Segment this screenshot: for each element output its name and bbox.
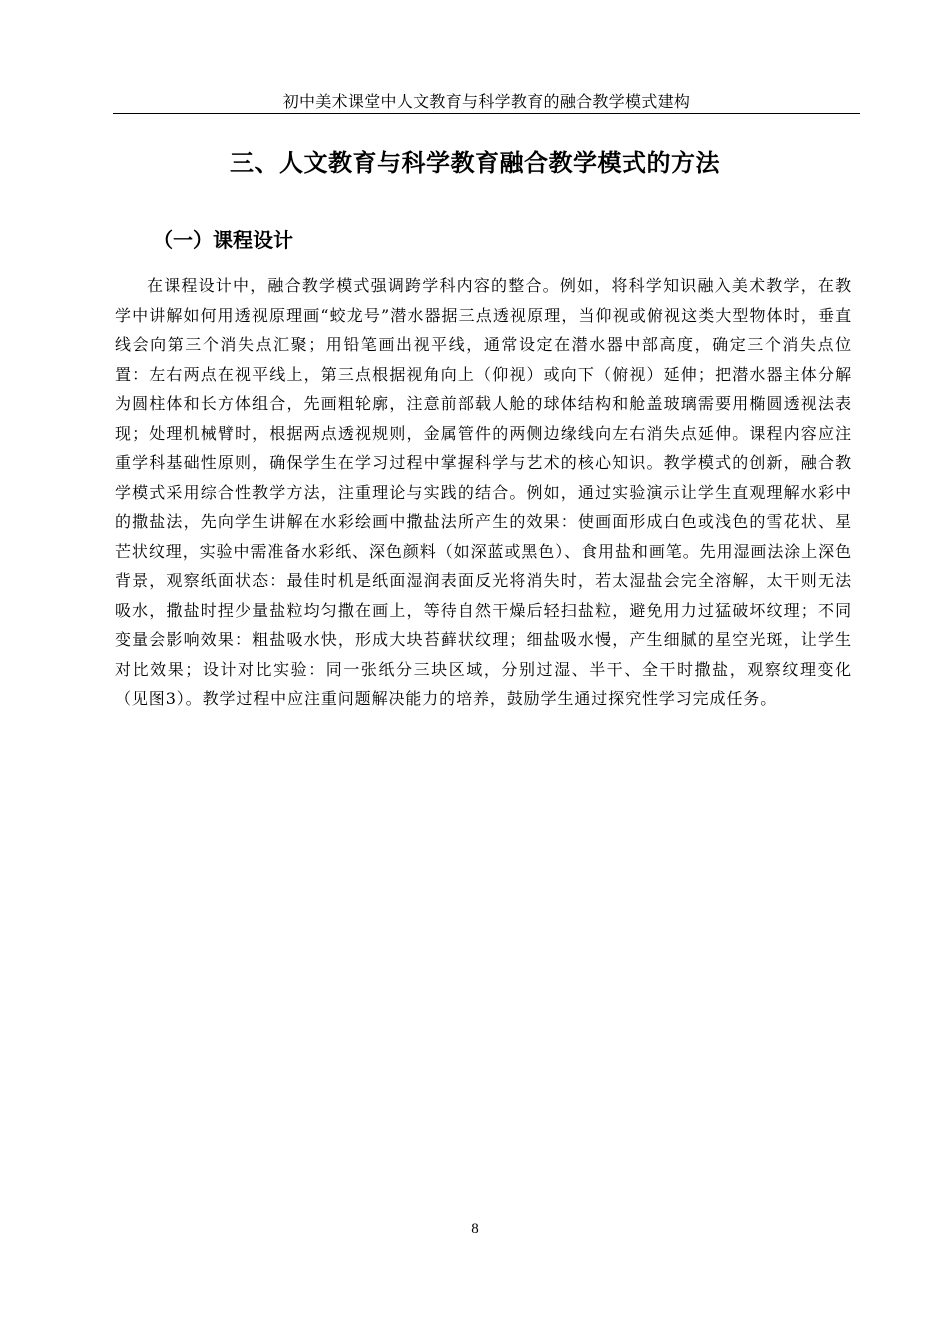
page-number: 8 bbox=[471, 1221, 479, 1237]
body-paragraph: 在课程设计中，融合教学模式强调跨学科内容的整合。例如，将科学知识融入美术教学，在教学中讲解如何用透视原理画“蛟龙号”潜水器据三点透视原理，当仰视或俯视这类大型物体时，垂直线会向第三个消失点汇聚；用铅笔画出视平线，通常设定在潜水器中部高度，确定三个消失点位置：左右两点在视平线上，第三点根据视角向上（仰视）或向下（俯视）延伸；把潜水器主体分解为圆柱体和长方体组合，先画粗轮廓，注意前部载人舱的球体结构和舱盖玻璃需要用椭圆透视法表现；处理机械臂时，根据两点透视规则，金属管件的两侧边缘线向左右消失点延伸。课程内容应注重学科基础性原则，确保学生在学习过程中掌握科学与艺术的核心知识。教学模式的创新，融合教学模式采用综合性教学方法，注重理论与实践的结合。例如，通过实验演示让学生直观理解水彩中的撒盐法，先向学生讲解在水彩绘画中撒盐法所产生的效果：使画面形成白色或浅色的雪花状、星芒状纹理，实验中需准备水彩纸、深色颜料（如深蓝或黑色）、食用盐和画笔。先用湿画法涂上深色背景，观察纸面状态：最佳时机是纸面湿润表面反光将消失时，若太湿盐会完全溶解，太干则无法吸水，撒盐时捏少量盐粒均匀撒在画上，等待自然干燥后轻扫盐粒，避免用力过猛破坏纹理；不同变量会影响效果：粗盐吸水快，形成大块苔藓状纹理；细盐吸水慢，产生细腻的星空光斑，让学生对比效果；设计对比实验：同一张纸分三块区域，分别过湿、半干、全干时撒盐，观察纹理变化（见图3）。教学过程中应注重问题解决能力的培养，鼓励学生通过探究性学习完成任务。 bbox=[115, 276, 852, 708]
header-rule bbox=[113, 113, 860, 114]
running-header: 初中美术课堂中人文教育与科学教育的融合教学模式建构 bbox=[282, 92, 691, 111]
subsection-title: （一）课程设计 bbox=[153, 228, 293, 252]
section-title: 三、人文教育与科学教育融合教学模式的方法 bbox=[230, 149, 720, 177]
